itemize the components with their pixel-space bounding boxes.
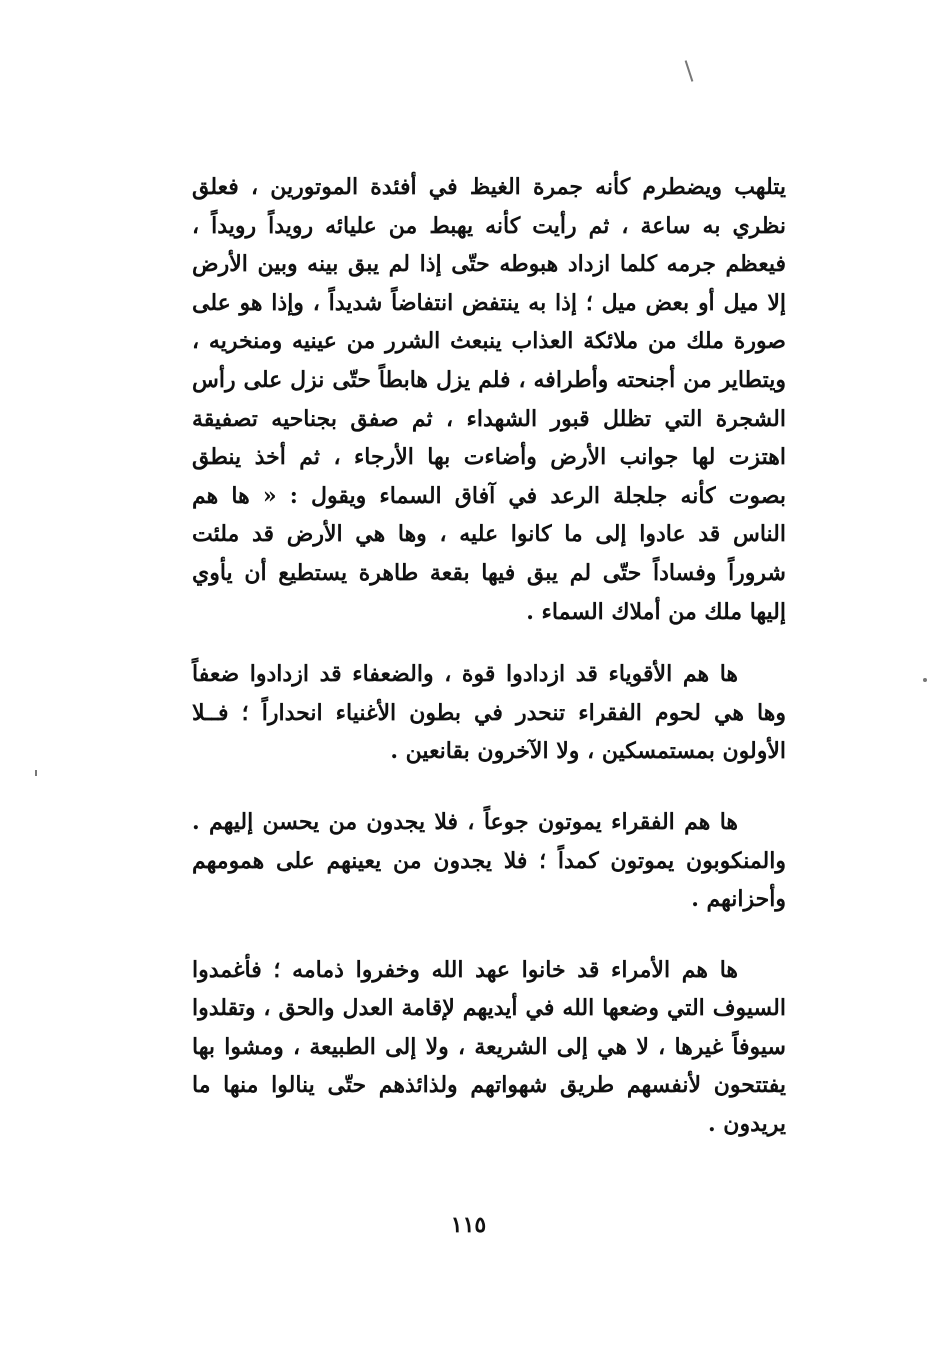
scan-mark: [35, 770, 37, 776]
paragraph: يتلهب ويضطرم كأنه جمرة الغيظ في أفئدة الموتورين ، فعلق نظري به ساعة ، ثم رأيت كأنه يهبط من عليائه رويداً رويداً ، فيعظم جرمه كلما ازداد هبوطه حتّى إذا لم يبق بينه وبين الأرض إلا ميل أو بعض ميل ؛ إذا به ينتفض انتفاضاً شديداً ، وإذا هو على صورة ملك من ملائكة العذاب ينبعث الشرر من عينيه ومنخريه ، ويتطاير من أجنحته وأطرافه ، فلم يزل هابطاً حتّى نزل على رأس الشجرة التي تظلل قبور الشهداء ، ثم صفق بجناحيه تصفيقة اهتزت لها جوانب الأرض وأضاءت بها الأرجاء ، ثم أخذ ينطق بصوت كأنه جلجلة الرعد في آفاق السماء ويقول : « ها هم الناس قد عادوا إلى ما كانوا عليه ، وها هي الأرض قد ملئت شروراً وفساداً حتّى لم يبق فيها بقعة طاهرة يستطيع أن يأوي إليها ملك من أملاك السماء .: [192, 174, 786, 625]
page-number: ١١٥: [450, 1212, 487, 1238]
paragraph: ها هم الأقوياء قد ازدادوا قوة ، والضعفاء قد ازدادوا ضعفاً وها هي لحوم الفقراء تنحدر في بطون الأغنياء انحداراً ؛ فــلا الأولون بمستمسكين ، ولا الآخرون بقانعين .: [192, 661, 786, 765]
scan-mark: [685, 60, 694, 82]
scan-mark: [923, 678, 927, 682]
body-text: [192, 168, 786, 1176]
paragraph: ها هم الأمراء قد خانوا عهد الله وخفروا ذمامه ؛ فأغمدوا السيوف التي وضعها الله في أيديهم لإقامة العدل والحق ، وتقلدوا سيوفاً غيرها ، لا هي إلى الشريعة ، ولا إلى الطبيعة ، ومشوا بها يفتتحون لأنفسهم طريق شهواتهم ولذائذهم حتّى ينالوا منها ما يريدون .: [192, 956, 786, 1138]
paragraph: ها هم الفقراء يموتون جوعاً ، فلا يجدون من يحسن إليهم . والمنكوبون يموتون كمداً ؛ فلا يجدون من يعينهم على همومهم وأحزانهم .: [192, 808, 786, 913]
